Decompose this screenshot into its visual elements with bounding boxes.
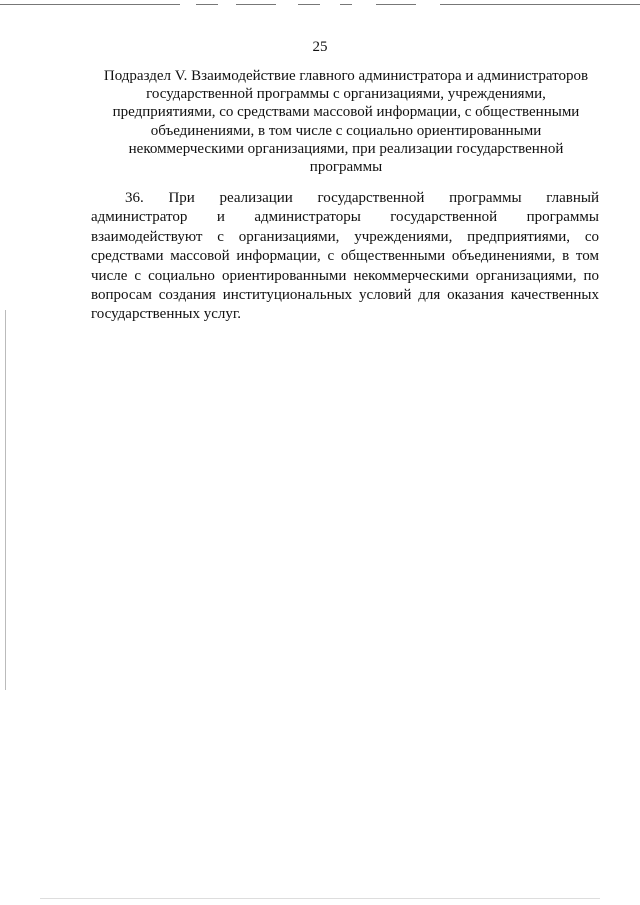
scan-artifact-bottom [40, 898, 600, 899]
paragraph-line: взаимодействуют с организациями, учреждениями, предприятиями, со [91, 228, 599, 245]
page-number: 25 [312, 39, 328, 55]
scan-artifact-left [5, 310, 6, 690]
paragraph-36 [91, 189, 599, 325]
heading-line: Подраздел V. Взаимодействие главного администратора и администраторов [103, 68, 589, 84]
heading-line: некоммерческими организациями, при реализации государственной [128, 140, 564, 157]
section-heading [90, 67, 602, 176]
paragraph-line: администратор и администраторы государственной программы [91, 209, 599, 226]
heading-line: объединениями, в том числе с социально ориентированными [150, 122, 542, 139]
paragraph-line: средствами массовой информации, с общественными объединениями, в том [91, 248, 599, 265]
heading-line: программы [309, 159, 383, 176]
paragraph-line: вопросам создания институциональных условий для оказания качественных [91, 287, 599, 304]
paragraph-line: 36. При реализации государственной программы главный [125, 190, 599, 206]
heading-line: предприятиями, со средствами массовой информации, с общественными [112, 104, 580, 121]
paragraph-line: числе с социально ориентированными некоммерческими организациями, по [91, 267, 599, 284]
scan-artifact-top [0, 4, 640, 6]
paragraph-line: государственных услуг. [91, 306, 242, 323]
heading-line: государственной программы с организациями, учреждениями, [146, 86, 546, 103]
